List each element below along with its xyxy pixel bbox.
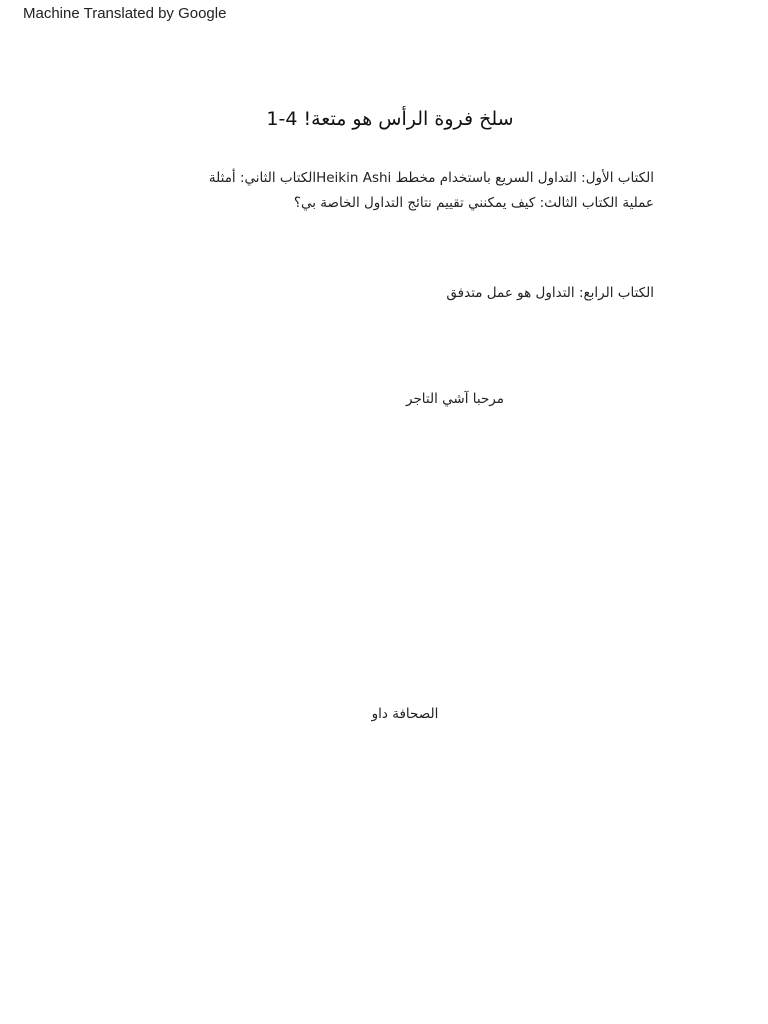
contents-block <box>134 166 654 216</box>
publisher-line: الصحافة داو <box>371 706 439 722</box>
greeting-line: مرحبا آشي التاجر <box>406 391 504 407</box>
machine-translation-banner: Machine Translated by Google <box>23 5 227 22</box>
heikin-ashi-term: Heikin Ashi <box>316 170 392 186</box>
contents-line-3: الكتاب الرابع: التداول هو عمل متدفق <box>446 285 654 301</box>
page-title: سلخ فروة الرأس هو متعة! 4-1 <box>266 108 514 130</box>
contents-line-1 <box>134 166 654 191</box>
contents-line-1-part-1: الكتاب الأول: التداول السريع باستخدام مخطط <box>391 170 654 186</box>
contents-line-2: عملية الكتاب الثالث: كيف يمكنني تقييم نتائج التداول الخاصة بي؟ <box>293 195 654 211</box>
contents-line-1-part-2: الكتاب الثاني: أمثلة <box>208 170 317 186</box>
